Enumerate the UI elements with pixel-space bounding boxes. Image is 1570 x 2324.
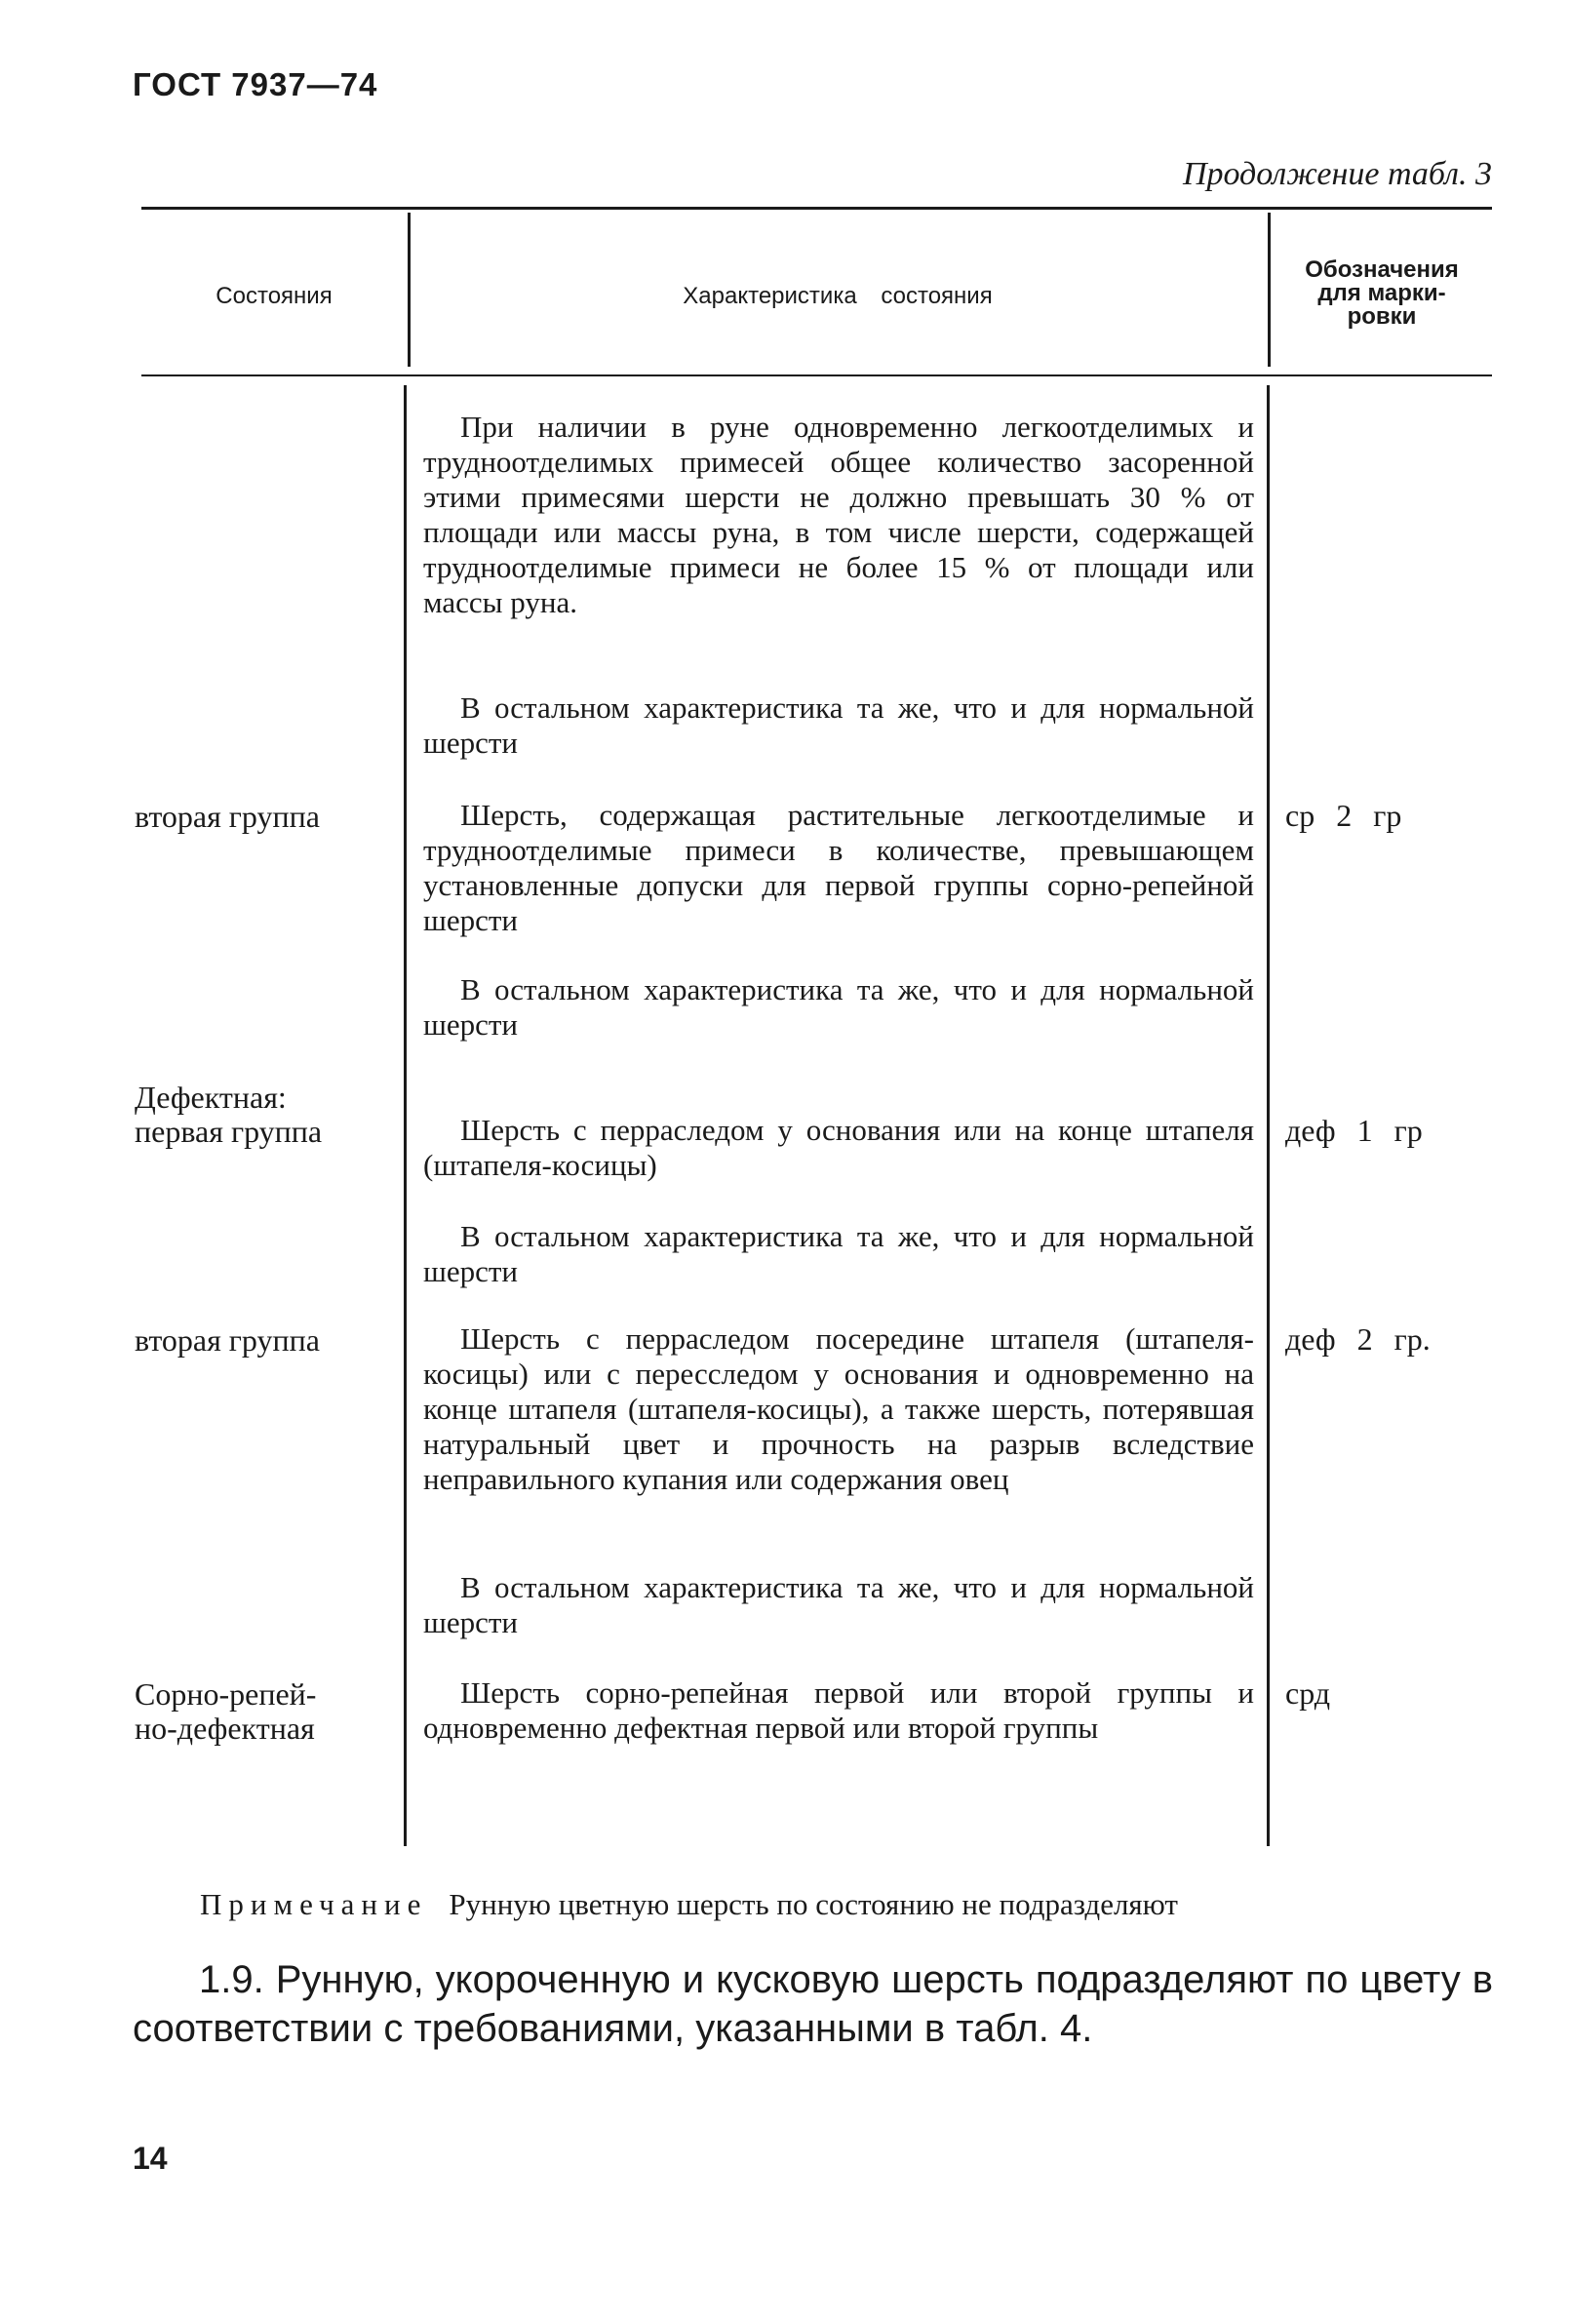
row-description: Шерсть с перраследом посередине штапеля (штапеля-косицы) или с пересследом у основания и одновременно на конце штапеля (штапеля-косицы), а также шерсть, потерявшая натуральный цвет и прочность на разрыв вследствие неправильного купания или содержания овец (423, 1321, 1254, 1496)
column-header-description: Характеристика состояния (683, 283, 993, 309)
marking-code: ср 2 гр (1285, 798, 1402, 833)
column-header-marking-line3: ровки (1347, 303, 1417, 330)
state-group-label: Дефектная: (135, 1080, 287, 1115)
table-header-bottom-rule (141, 374, 1492, 376)
column-header-marking (1274, 258, 1490, 329)
state-label: вторая группа (135, 1322, 320, 1358)
column-divider-2-header (1268, 213, 1271, 367)
table-top-rule (141, 207, 1492, 210)
page-number: 14 (133, 2141, 168, 2176)
column-header-marking-line2: для марки- (1317, 280, 1446, 306)
row-description: В остальном характеристика та же, что и для нормальной шерсти (423, 1219, 1254, 1288)
column-divider-2-body (1267, 385, 1270, 1846)
column-header-state: Состояния (216, 283, 333, 309)
row-description: В остальном характеристика та же, что и для нормальной шерсти (423, 1570, 1254, 1639)
state-label: но-дефектная (135, 1711, 315, 1746)
column-divider-1-body (404, 385, 407, 1846)
standard-designation: ГОСТ 7937—74 (133, 66, 378, 102)
note-text: Рунную цветную шерсть по состоянию не подразделяют (449, 1887, 1178, 1921)
state-label: первая группа (135, 1114, 323, 1149)
row-description: При наличии в руне одновременно легкоотделимых и трудноотделимых примесей общее количество засоренной этими примесями шерсти не должно превышать 30 % от площади или массы руна, в том числе шерсти, содержащей трудноотделимые примеси не более 15 % от площади или массы руна. (423, 410, 1254, 619)
state-group-label: Сорно-репей- (135, 1676, 317, 1712)
table-note (200, 1887, 1178, 1922)
row-description: Шерсть, содержащая растительные легкоотделимые и трудноотделимые примеси в количестве, превышающем установленные допуски для первой группы сорно-репейной шерсти (423, 798, 1254, 937)
row-description: Шерсть сорно-репейная первой или второй группы и одновременно дефектная первой или второй группы (423, 1675, 1254, 1745)
row-description: Шерсть с перраследом у основания или на конце штапеля (штапеля-косицы) (423, 1113, 1254, 1182)
row-description: В остальном характеристика та же, что и для нормальной шерсти (423, 972, 1254, 1042)
column-header-marking-line1: Обозначения (1305, 256, 1459, 283)
row-description: В остальном характеристика та же, что и для нормальной шерсти (423, 690, 1254, 760)
note-label: Примечание (200, 1887, 428, 1921)
body-paragraph: 1.9. Рунную, укороченную и кусковую шерсть подразделяют по цвету в соответствии с требованиями, указанными в табл. 4. (133, 1958, 1493, 2050)
marking-code: деф 1 гр (1285, 1113, 1423, 1148)
state-label: вторая группа (135, 799, 320, 834)
column-divider-1-header (408, 213, 411, 367)
marking-code: деф 2 гр. (1285, 1321, 1431, 1357)
table-continuation-label: Продолжение табл. 3 (1182, 156, 1492, 192)
marking-code: срд (1285, 1675, 1331, 1711)
